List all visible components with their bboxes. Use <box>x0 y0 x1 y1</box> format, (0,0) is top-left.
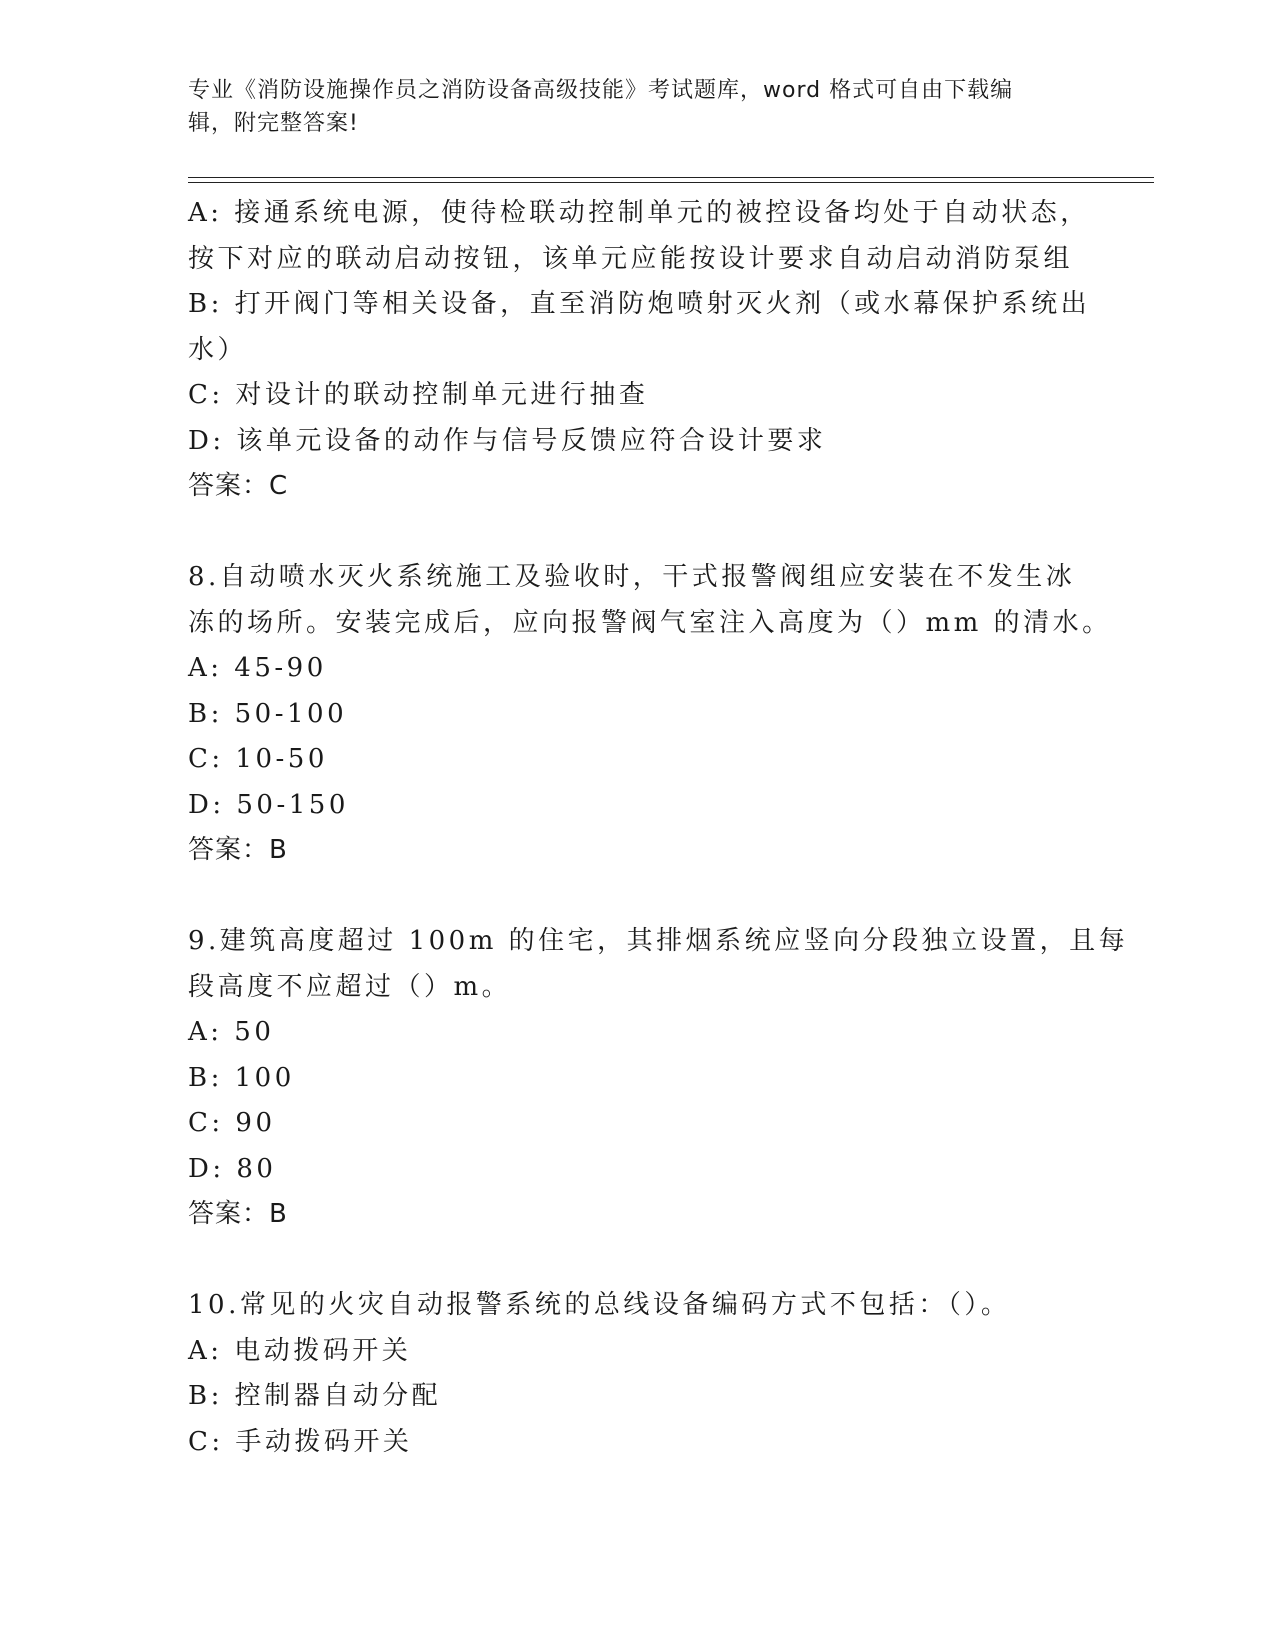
option-b: B: 控制器自动分配 <box>188 1381 442 1411</box>
question-stem-line-2: 冻的场所。安装完成后，应向报警阀气室注入高度为（）mm 的清水。 <box>188 607 1112 638</box>
option-b: B: 50-100 <box>188 698 348 729</box>
header-divider-top <box>188 177 1154 178</box>
option-b: B: 100 <box>188 1062 295 1093</box>
header-line-1: 专业《消防设施操作员之消防设备高级技能》考试题库，word 格式可自由下载编 <box>188 78 1014 103</box>
option-a: A: 50 <box>188 1017 275 1047</box>
question-list <box>188 191 1129 1465</box>
spacer <box>188 510 1088 556</box>
header-divider-bottom <box>188 182 1154 183</box>
question-stem-line-2: 段高度不应超过（）m。 <box>188 971 512 1002</box>
option-a: A: 45-90 <box>188 653 327 683</box>
answer: 答案：C <box>188 471 289 501</box>
question-9 <box>188 919 1129 1238</box>
option-d: D: 80 <box>188 1153 277 1184</box>
option-a: A: 电动拨码开关 <box>188 1335 412 1366</box>
page-header <box>188 74 1088 140</box>
spacer <box>188 1238 1088 1284</box>
option-d: D: 该单元设备的动作与信号反馈应符合设计要求 <box>188 425 827 456</box>
question-stem-line-1: 9.建筑高度超过 100m 的住宅，其排烟系统应竖向分段独立设置，且每 <box>188 926 1129 956</box>
option-c: C: 10-50 <box>188 744 328 774</box>
question-stem: 10.常见的火灾自动报警系统的总线设备编码方式不包括：（）。 <box>188 1290 1011 1320</box>
option-b-line-1: B: 打开阀门等相关设备，直至消防炮喷射灭火剂（或水幕保护系统出 <box>188 289 1091 319</box>
option-c: C: 手动拨码开关 <box>188 1426 413 1457</box>
header-line-2: 辑，附完整答案! <box>188 111 359 136</box>
option-a-line-1: A: 接通系统电源，使待检联动控制单元的被控设备均处于自动状态， <box>188 198 1090 228</box>
option-c: C: 对设计的联动控制单元进行抽查 <box>188 380 649 410</box>
option-b-line-2: 水） <box>188 334 248 365</box>
question-stem-line-1: 8.自动喷水灭火系统施工及验收时，干式报警阀组应安装在不发生冰 <box>188 562 1076 592</box>
answer: 答案：B <box>188 1199 288 1229</box>
option-c: C: 90 <box>188 1108 276 1138</box>
answer: 答案：B <box>188 835 288 865</box>
option-d: D: 50-150 <box>188 789 349 820</box>
spacer <box>188 874 1088 920</box>
question-7-options <box>188 191 1091 510</box>
option-a-line-2: 按下对应的联动启动按钮，该单元应能按设计要求自动启动消防泵组 <box>188 243 1074 274</box>
question-10 <box>188 1283 1088 1465</box>
question-8 <box>188 555 1112 874</box>
